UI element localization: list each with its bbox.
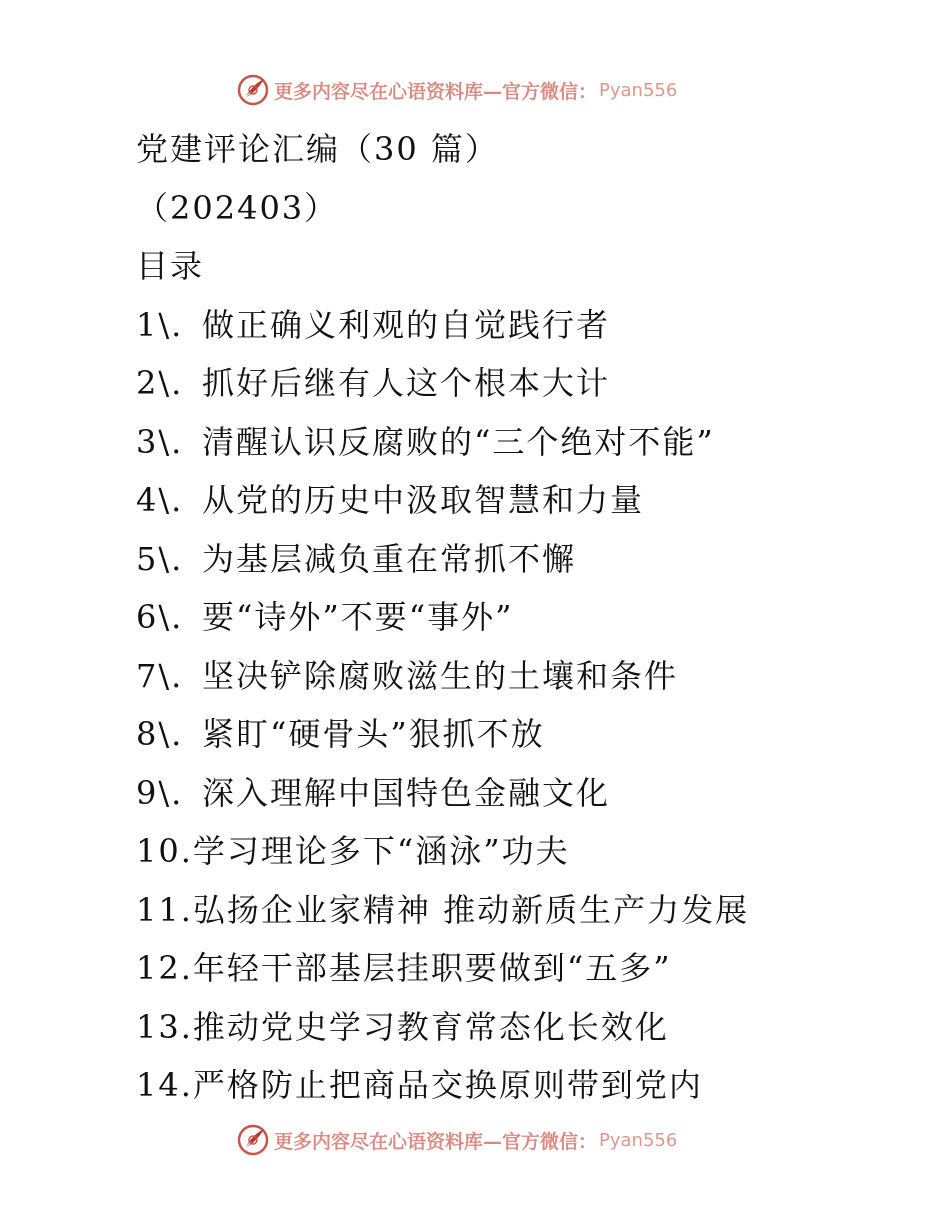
toc-item-title: 坚决铲除腐败滋生的土壤和条件 [202, 656, 679, 695]
toc-heading: 目录 [136, 247, 205, 285]
toc-item-number: 8\. [136, 715, 184, 753]
toc-item [136, 588, 916, 647]
toc-item-title: 抓好后继有人这个根本大计 [202, 364, 611, 402]
toc-item-title: 做正确义利观的自觉践行者 [202, 305, 611, 344]
toc-item-title: 从党的历史中汲取智慧和力量 [202, 481, 645, 519]
watermark-text: 更多内容尽在心语资料库—官方微信： [274, 80, 598, 103]
toc-item-number: 5\. [136, 539, 184, 578]
toc-item [136, 647, 916, 706]
toc-item [136, 354, 916, 413]
feather-pen-circle-icon [236, 1123, 270, 1157]
toc-item [136, 881, 916, 940]
footer-watermark [236, 1122, 677, 1158]
toc-item-title: 年轻干部基层挂职要做到“五多” [192, 949, 672, 987]
toc-item-title: 严格防止把商品交换原则带到党内 [192, 1066, 703, 1104]
toc-item-number: 9\. [136, 773, 184, 812]
toc-item [136, 705, 916, 764]
toc-item-number: 3\. [136, 422, 184, 461]
header-watermark [236, 72, 677, 108]
toc-item-number: 11. [136, 890, 193, 929]
feather-pen-circle-icon [236, 73, 270, 107]
toc-item-title: 清醒认识反腐败的“三个绝对不能” [202, 422, 715, 461]
toc-item-title: 为基层减负重在常抓不懈 [202, 539, 577, 578]
document-title: 党建评论汇编（30 篇） [136, 130, 499, 168]
watermark-wechat-id: Pyan556 [599, 79, 678, 101]
toc-item-number: 13. [136, 1007, 193, 1046]
watermark-text: 更多内容尽在心语资料库—官方微信： [274, 1130, 598, 1153]
toc-item [136, 764, 916, 823]
toc-item-number: 14. [136, 1066, 193, 1104]
toc-item-number: 10. [136, 832, 193, 870]
toc-item-number: 1\. [136, 305, 184, 344]
document-date: （202403） [136, 188, 339, 227]
toc-item-title: 学习理论多下“涵泳”功夫 [192, 832, 570, 870]
toc-item [136, 471, 916, 530]
toc-item-number: 6\. [136, 598, 184, 636]
toc-item [136, 1056, 916, 1115]
toc-item [136, 939, 916, 998]
toc-item-number: 2\. [136, 364, 184, 402]
toc-item [136, 822, 916, 881]
toc-item-number: 7\. [136, 656, 184, 695]
watermark-wechat-id: Pyan556 [599, 1129, 678, 1151]
toc-item-title: 推动党史学习教育常态化长效化 [192, 1007, 669, 1046]
toc-item [136, 530, 916, 589]
toc-item [136, 998, 916, 1057]
document-body [136, 120, 916, 1115]
toc-item-title: 弘扬企业家精神 推动新质生产力发展 [192, 890, 750, 929]
toc-item [136, 296, 916, 355]
toc-item-number: 12. [136, 949, 193, 987]
toc-item [136, 413, 916, 472]
toc-item-title: 紧盯“硬骨头”狠抓不放 [202, 715, 545, 753]
toc-item-title: 深入理解中国特色金融文化 [202, 773, 611, 812]
toc-item-title: 要“诗外”不要“事外” [202, 598, 514, 636]
toc-item-number: 4\. [136, 481, 184, 519]
